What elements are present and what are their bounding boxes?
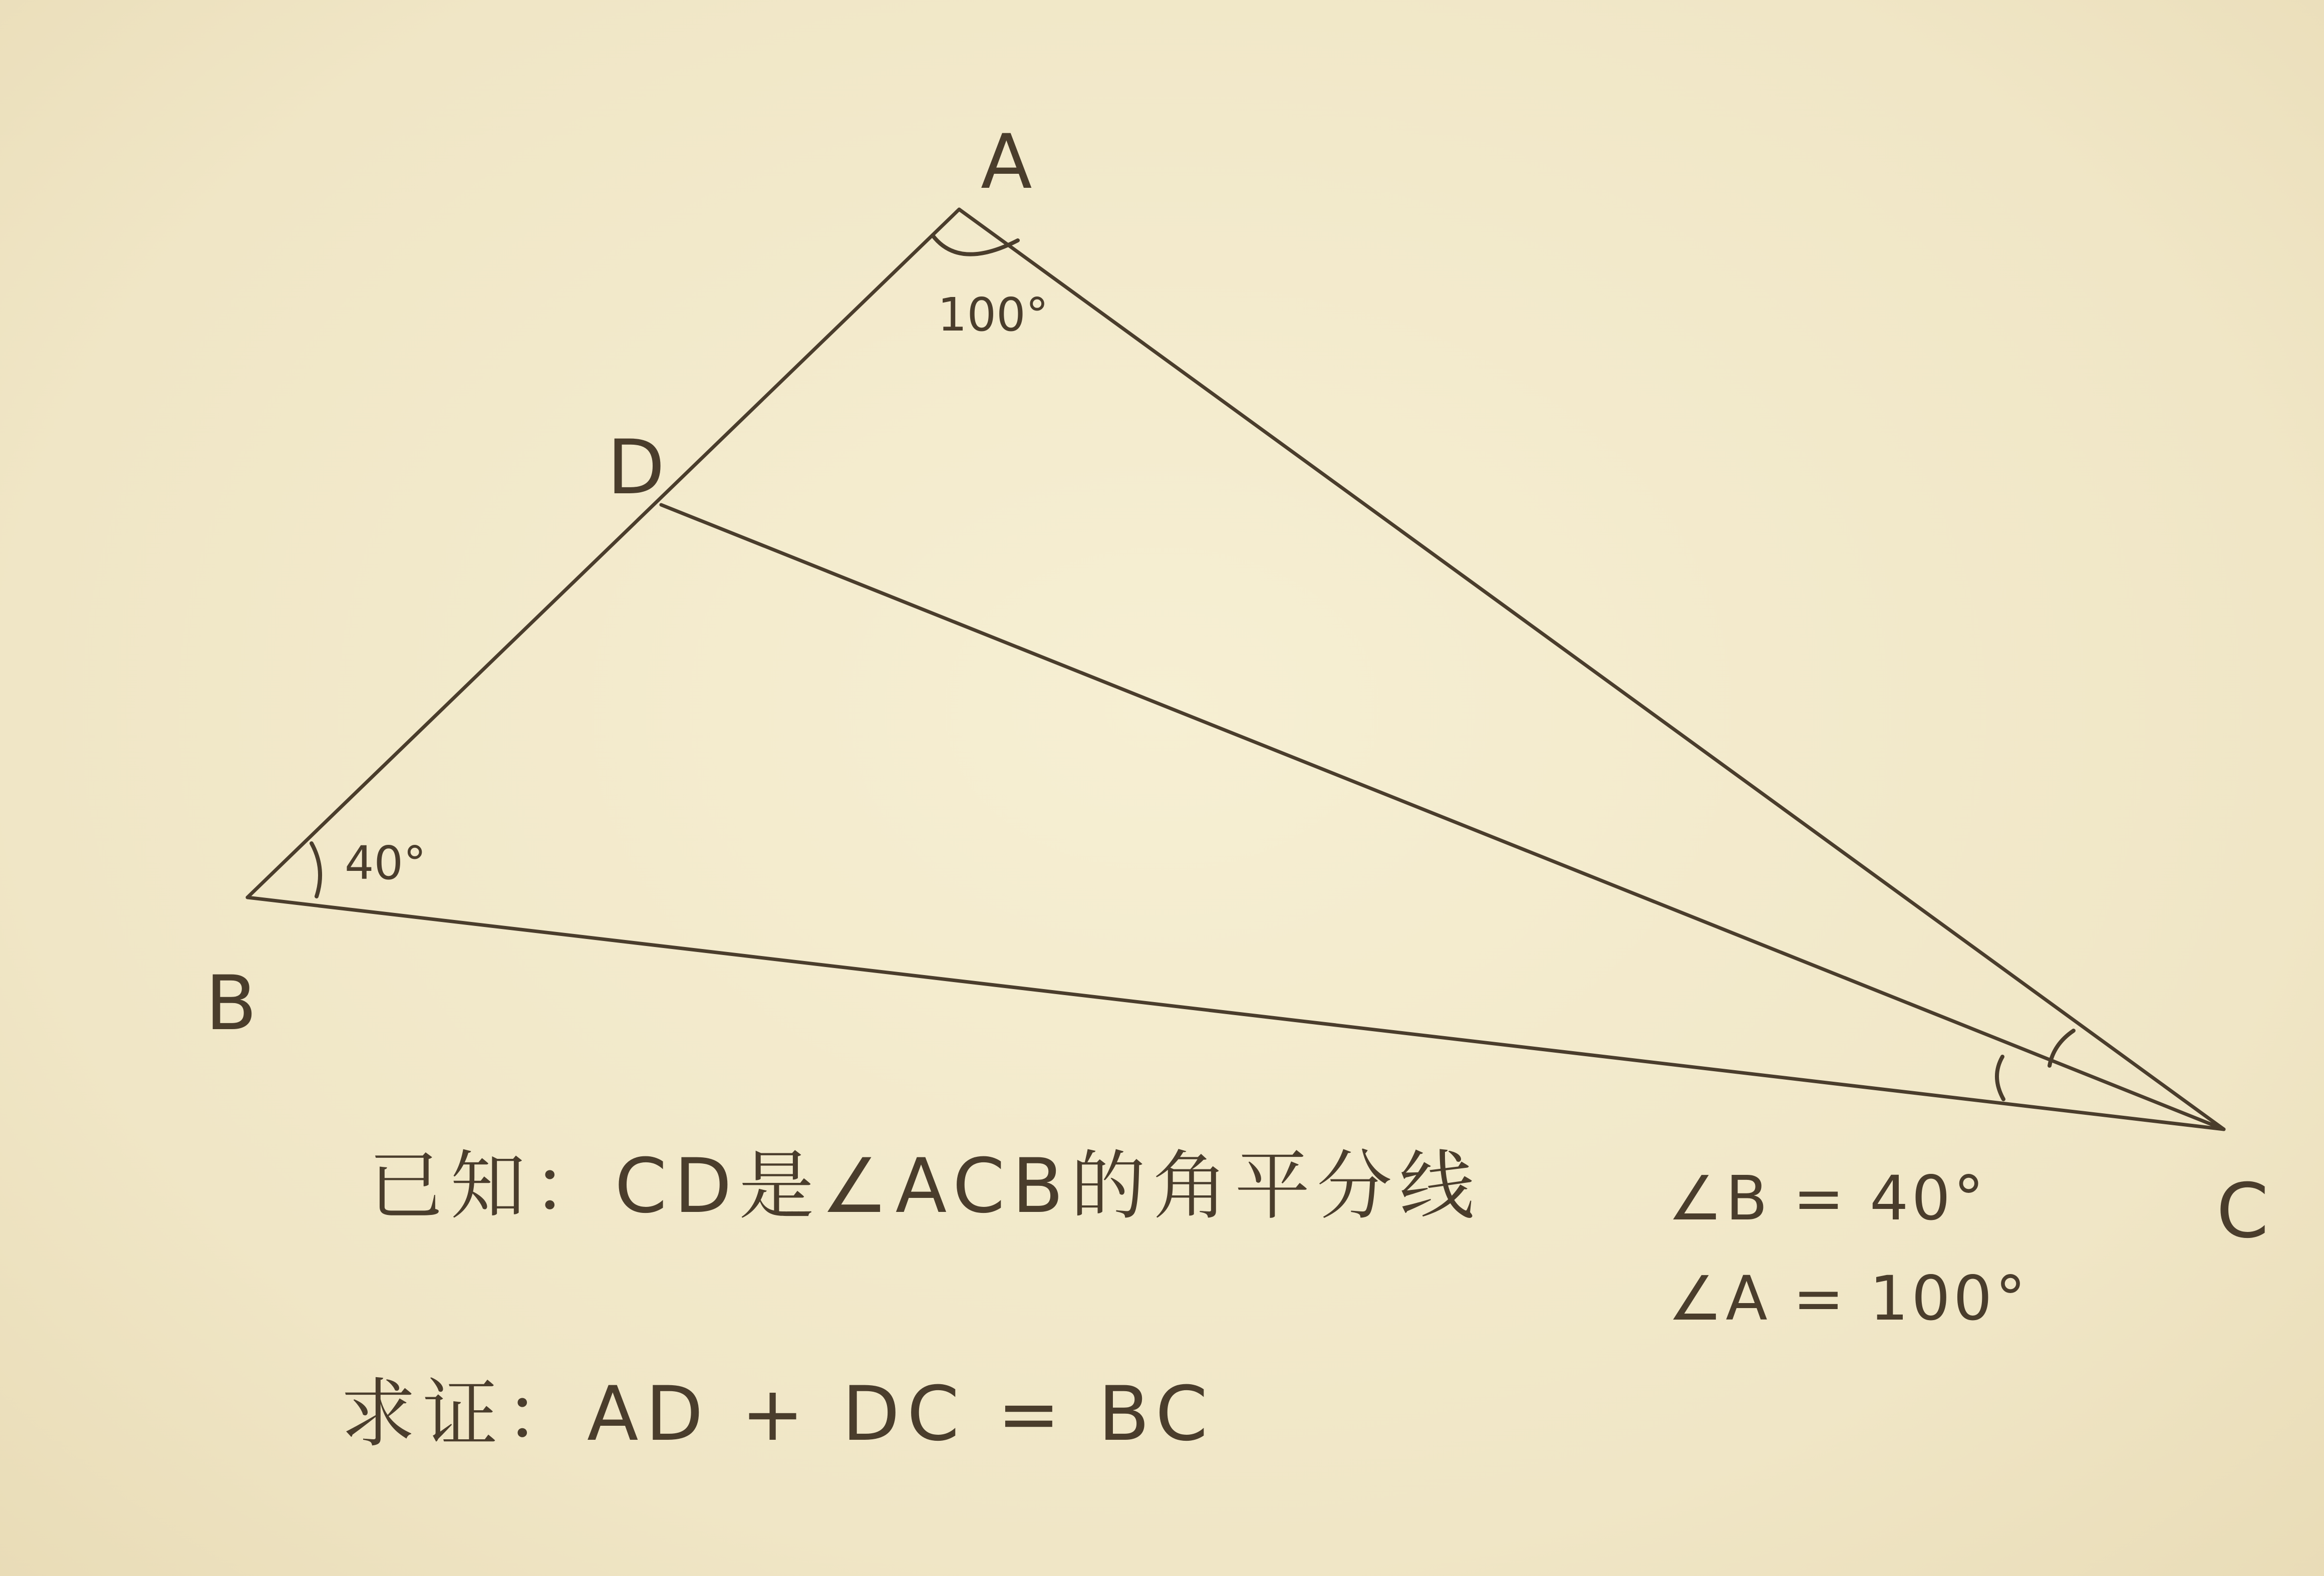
angle-b-value: 40° (345, 836, 427, 890)
angle-c-arc-inner (1997, 1057, 2003, 1099)
angle-a-arc (933, 235, 1018, 254)
angle-a-value: 100° (938, 288, 1049, 342)
given-angle-a: ∠A = 100° (1668, 1263, 2029, 1334)
vertex-label-b: B (205, 960, 257, 1047)
angle-b-arc (312, 843, 320, 896)
segment-cd (661, 505, 2224, 1129)
prove-statement: 求证：AD + DC = BC (341, 1371, 1215, 1458)
side-ab (247, 209, 959, 897)
vertex-label-a: A (981, 119, 1032, 206)
side-bc (247, 897, 2224, 1129)
given-angle-b: ∠B = 40° (1668, 1163, 1987, 1234)
vertex-label-c: C (2216, 1168, 2269, 1255)
vertex-label-d: D (607, 424, 665, 511)
given-statement: 已知：CD是∠ACB的角平分线 (368, 1143, 1482, 1230)
side-ac (959, 209, 2224, 1129)
